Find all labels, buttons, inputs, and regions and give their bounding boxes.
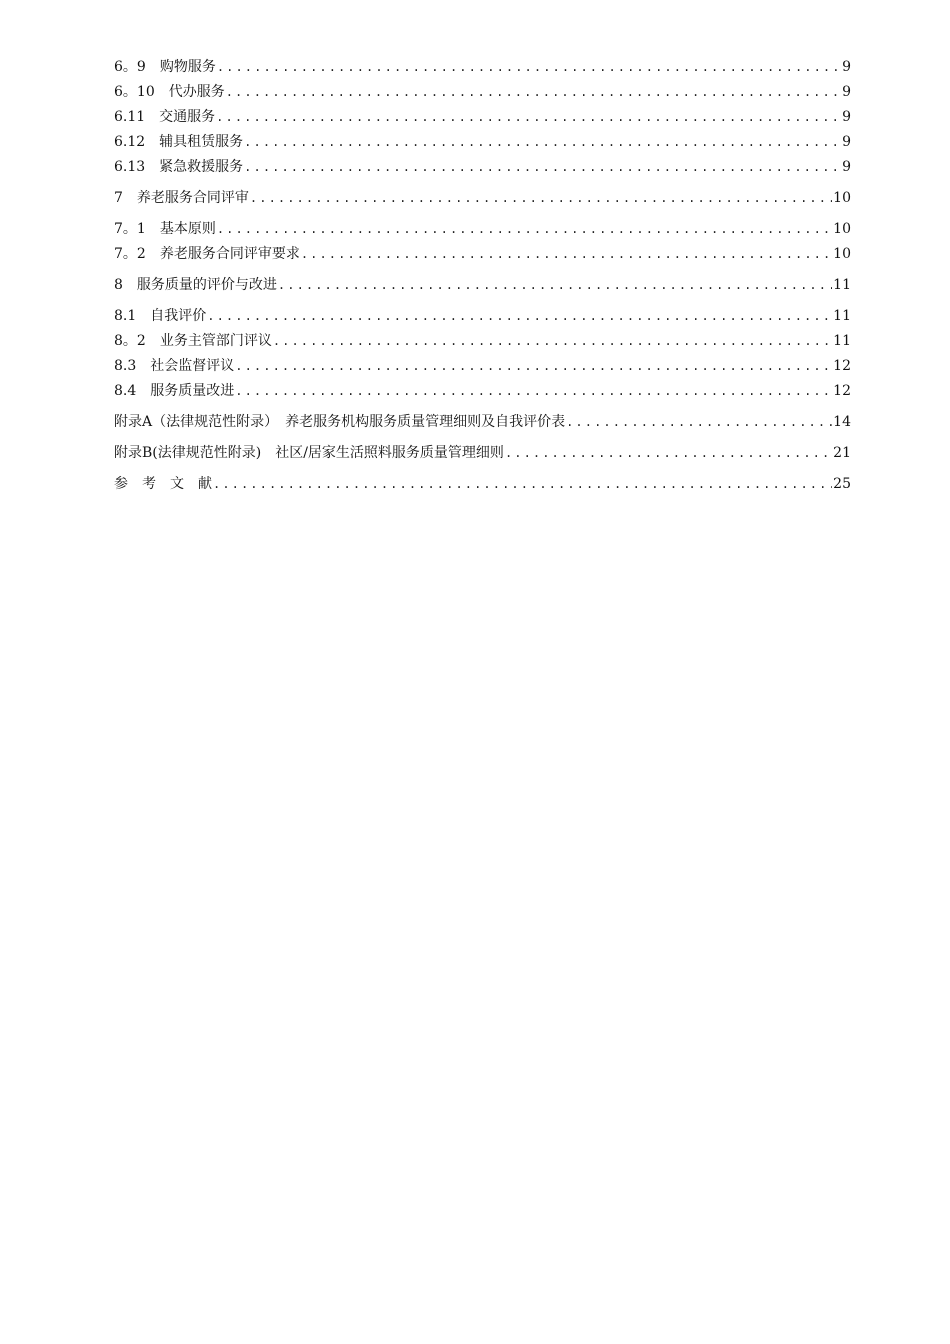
toc-page-number: 9 [842,159,851,175]
toc-entry-8-4[interactable] [114,379,851,404]
toc-entry-6-13[interactable] [114,155,851,180]
toc-entry-title: 7。2 养老服务合同评审要求 [114,246,300,262]
toc-entry-6-11[interactable] [114,105,851,130]
toc-page-number: 9 [842,59,851,75]
toc-entry-6-9[interactable] [114,55,851,80]
toc-entry-title: 附录B(法律规范性附录) 社区/居家生活照料服务质量管理细则 [114,445,504,461]
toc-entry-7[interactable] [114,186,851,211]
toc-entry-references[interactable] [114,472,851,497]
toc-dot-leader [226,80,841,105]
toc-page-number: 9 [842,134,851,150]
toc-dot-leader [566,410,832,435]
toc-dot-leader [244,155,841,180]
toc-dot-leader [217,217,832,242]
toc-dot-leader [250,186,832,211]
toc-dot-leader [217,55,841,80]
toc-page-number: 25 [833,476,851,492]
toc-page-number: 14 [833,414,851,430]
toc-entry-7-1[interactable] [114,217,851,242]
toc-dot-leader [273,329,832,354]
toc-entry-title: 7。1 基本原则 [114,221,216,237]
toc-page-number: 9 [842,109,851,125]
toc-entry-6-12[interactable] [114,130,851,155]
toc-entry-title: 6.12 辅具租赁服务 [114,134,244,150]
toc-dot-leader [235,379,832,404]
toc-page-number: 12 [833,383,851,399]
toc-dot-leader [278,273,832,298]
toc-entry-title: 8.1 自我评价 [114,308,207,324]
toc-entry-appendix-b[interactable] [114,441,851,466]
toc-dot-leader [301,242,832,267]
toc-page-number: 10 [833,246,851,262]
toc-dot-leader [216,105,841,130]
toc-page-number: 21 [833,445,851,461]
toc-dot-leader [235,354,832,379]
toc-page-number: 10 [833,190,851,206]
toc-entry-appendix-a[interactable] [114,410,851,435]
toc-entry-title: 8.3 社会监督评议 [114,358,235,374]
toc-entry-8[interactable] [114,273,851,298]
table-of-contents [114,55,851,497]
toc-entry-title: 参 考 文 献 [114,476,212,492]
toc-entry-title: 8 服务质量的评价与改进 [114,277,277,293]
toc-dot-leader [213,472,832,497]
toc-entry-title: 7 养老服务合同评审 [114,190,249,206]
toc-entry-7-2[interactable] [114,242,851,267]
toc-entry-title: 8.4 服务质量改进 [114,383,235,399]
toc-entry-title: 6。10 代办服务 [114,84,225,100]
toc-entry-8-2[interactable] [114,329,851,354]
toc-page-number: 11 [833,277,851,293]
toc-entry-title: 6.13 紧急救援服务 [114,159,244,175]
toc-page-number: 10 [833,221,851,237]
toc-page-number: 11 [833,333,851,349]
toc-entry-title: 6.11 交通服务 [114,109,216,125]
toc-page-number: 9 [842,84,851,100]
toc-entry-6-10[interactable] [114,80,851,105]
toc-entry-title: 附录A（法律规范性附录） 养老服务机构服务质量管理细则及自我评价表 [114,414,566,430]
toc-dot-leader [244,130,841,155]
toc-page-number: 12 [833,358,851,374]
toc-entry-title: 8。2 业务主管部门评议 [114,333,272,349]
toc-entry-8-3[interactable] [114,354,851,379]
toc-page-number: 11 [833,308,851,324]
toc-dot-leader [207,304,832,329]
toc-entry-title: 6。9 购物服务 [114,59,216,75]
toc-dot-leader [505,441,832,466]
toc-entry-8-1[interactable] [114,304,851,329]
